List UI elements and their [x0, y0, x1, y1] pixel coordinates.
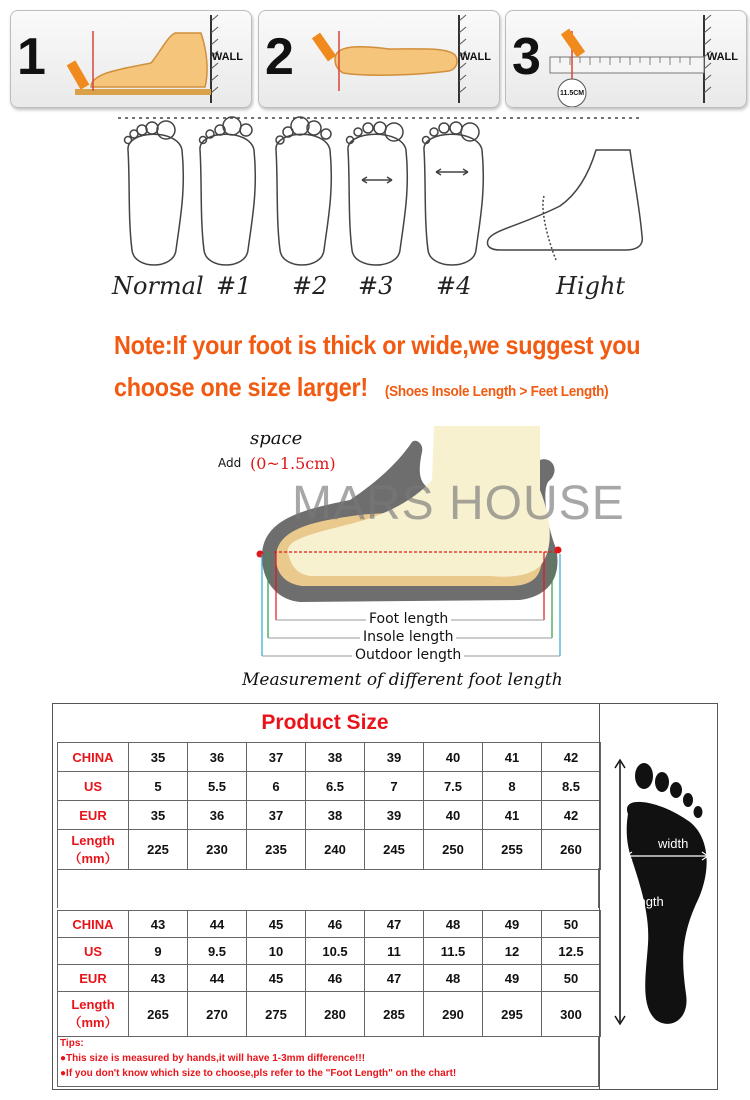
table-cell: 270	[188, 992, 247, 1037]
table-cell: 235	[247, 830, 306, 870]
table-cell: 43	[129, 911, 188, 938]
foot-normal-outline	[128, 134, 183, 265]
table-cell: 46	[306, 965, 365, 992]
tips-title: Tips:	[60, 1038, 84, 1049]
size-table-block-2	[57, 910, 601, 1037]
watermark-text: MARS HOUSE	[292, 477, 625, 530]
foot-type-label: Normal	[112, 272, 204, 300]
step-3-panel	[505, 10, 747, 108]
table-cell: 41	[483, 743, 542, 772]
size-note-line-1: Note:If your foot is thick or wide,we suggest you	[114, 330, 641, 360]
table-cell: 11	[365, 938, 424, 965]
table-cell: 49	[483, 911, 542, 938]
size-chart	[52, 703, 718, 1090]
size-note-main: choose one size larger!	[114, 372, 368, 402]
table-cell: 10	[247, 938, 306, 965]
foot-type-2-outline	[276, 134, 331, 265]
size-note-small: (Shoes Insole Length > Feet Length)	[384, 383, 609, 400]
table-cell: 6.5	[306, 772, 365, 801]
length-header: Length	[71, 832, 115, 848]
table-cell: 44	[188, 965, 247, 992]
tip-item: ●This size is measured by hands,it will have 1-3mm difference!!!	[60, 1053, 366, 1064]
table-cell: 48	[424, 965, 483, 992]
table-cell: 230	[188, 830, 247, 870]
table-cell: 9	[129, 938, 188, 965]
table-cell: 295	[483, 992, 542, 1037]
width-label: width	[658, 836, 689, 851]
table-cell: 38	[306, 801, 365, 830]
space-range: (0~1.5cm)	[250, 454, 336, 473]
table-cell: 45	[247, 911, 306, 938]
table-row-length	[58, 830, 601, 870]
table-cell: 39	[365, 801, 424, 830]
table-cell: 290	[424, 992, 483, 1037]
table-cell: 300	[542, 992, 601, 1037]
measure-readout: 11.5CM	[560, 90, 585, 97]
row-header	[58, 992, 129, 1037]
table-cell: 48	[424, 911, 483, 938]
row-header: US	[58, 938, 129, 965]
row-header: EUR	[58, 965, 129, 992]
table-row-china	[58, 911, 601, 938]
foot-type-label: #4	[436, 272, 472, 300]
table-cell: 5	[129, 772, 188, 801]
table-cell: 36	[188, 743, 247, 772]
table-cell: 255	[483, 830, 542, 870]
row-header: CHINA	[58, 743, 129, 772]
table-cell: 6	[247, 772, 306, 801]
table-cell: 260	[542, 830, 601, 870]
size-note-line-2	[114, 372, 608, 403]
table-cell: 47	[365, 911, 424, 938]
outdoor-length-label: Outdoor length	[352, 647, 464, 663]
table-cell: 43	[129, 965, 188, 992]
table-cell: 280	[306, 992, 365, 1037]
row-header	[58, 830, 129, 870]
table-row-us	[58, 938, 601, 965]
pencil-icon	[561, 29, 585, 58]
table-cell: 45	[247, 965, 306, 992]
table-cell: 8.5	[542, 772, 601, 801]
size-chart-title: Product Size	[261, 711, 389, 734]
table-cell: 9.5	[188, 938, 247, 965]
wall-label: WALL	[706, 51, 738, 63]
length-header: Length	[71, 997, 115, 1012]
table-cell: 12.5	[542, 938, 601, 965]
table-cell: 10.5	[306, 938, 365, 965]
table-cell: 50	[542, 911, 601, 938]
table-cell: 7	[365, 772, 424, 801]
table-row-length	[58, 992, 601, 1037]
insole-length-label: Insole length	[360, 629, 456, 645]
mm-unit: （mm）	[68, 1015, 118, 1030]
table-cell: 36	[188, 801, 247, 830]
foot-length-label: Foot length	[366, 611, 451, 627]
table-cell: 40	[424, 801, 483, 830]
table-cell: 42	[542, 743, 601, 772]
table-cell: 50	[542, 965, 601, 992]
table-cell: 41	[483, 801, 542, 830]
tips-box	[57, 1036, 599, 1087]
table-cell: 275	[247, 992, 306, 1037]
foot-height-outline	[488, 150, 643, 250]
table-cell: 225	[129, 830, 188, 870]
add-label: Add	[218, 456, 242, 470]
space-label: space	[250, 428, 303, 449]
table-cell: 35	[129, 743, 188, 772]
table-cell: 40	[424, 743, 483, 772]
table-cell: 11.5	[424, 938, 483, 965]
step-number: 3	[512, 28, 541, 86]
table-cell: 5.5	[188, 772, 247, 801]
table-cell: 42	[542, 801, 601, 830]
table-cell: 8	[483, 772, 542, 801]
row-header: US	[58, 772, 129, 801]
table-cell: 44	[188, 911, 247, 938]
measurement-caption: Measurement of different foot length	[242, 670, 563, 690]
table-cell: 46	[306, 911, 365, 938]
step-1-panel	[10, 10, 252, 108]
wall-label: WALL	[211, 51, 243, 63]
pencil-icon	[67, 60, 90, 89]
table-spacer	[57, 868, 599, 908]
pencil-icon	[312, 33, 336, 62]
table-cell: 7.5	[424, 772, 483, 801]
table-cell: 39	[365, 743, 424, 772]
table-cell: 245	[365, 830, 424, 870]
table-cell: 250	[424, 830, 483, 870]
table-cell: 37	[247, 743, 306, 772]
table-cell: 285	[365, 992, 424, 1037]
table-cell: 38	[306, 743, 365, 772]
size-table-block-1	[57, 742, 601, 870]
table-cell: 49	[483, 965, 542, 992]
step-number: 2	[265, 28, 294, 86]
step-number: 1	[17, 28, 46, 86]
table-cell: 12	[483, 938, 542, 965]
length-label: Length	[624, 894, 664, 909]
foot-type-4-outline	[424, 134, 483, 265]
row-header: EUR	[58, 801, 129, 830]
foot-type-label: Hight	[556, 272, 626, 300]
step-2-panel	[258, 10, 500, 108]
foot-type-3-outline	[348, 134, 407, 265]
table-cell: 37	[247, 801, 306, 830]
wall-label: WALL	[459, 51, 491, 63]
tip-item: ●If you don't know which size to choose,pls refer to the "Foot Length" on the chart!	[60, 1068, 457, 1079]
table-row-us	[58, 772, 601, 801]
table-row-eur	[58, 965, 601, 992]
table-row-eur	[58, 801, 601, 830]
foot-type-label: #2	[292, 272, 328, 300]
foot-type-label: #3	[358, 272, 394, 300]
table-cell: 240	[306, 830, 365, 870]
table-row-china	[58, 743, 601, 772]
foot-type-1-outline	[200, 134, 255, 265]
foot-silhouette-panel	[599, 704, 718, 1089]
row-header: CHINA	[58, 911, 129, 938]
table-cell: 47	[365, 965, 424, 992]
table-cell: 35	[129, 801, 188, 830]
table-cell: 265	[129, 992, 188, 1037]
mm-unit: （mm）	[68, 850, 118, 866]
foot-type-label: #1	[216, 272, 252, 300]
